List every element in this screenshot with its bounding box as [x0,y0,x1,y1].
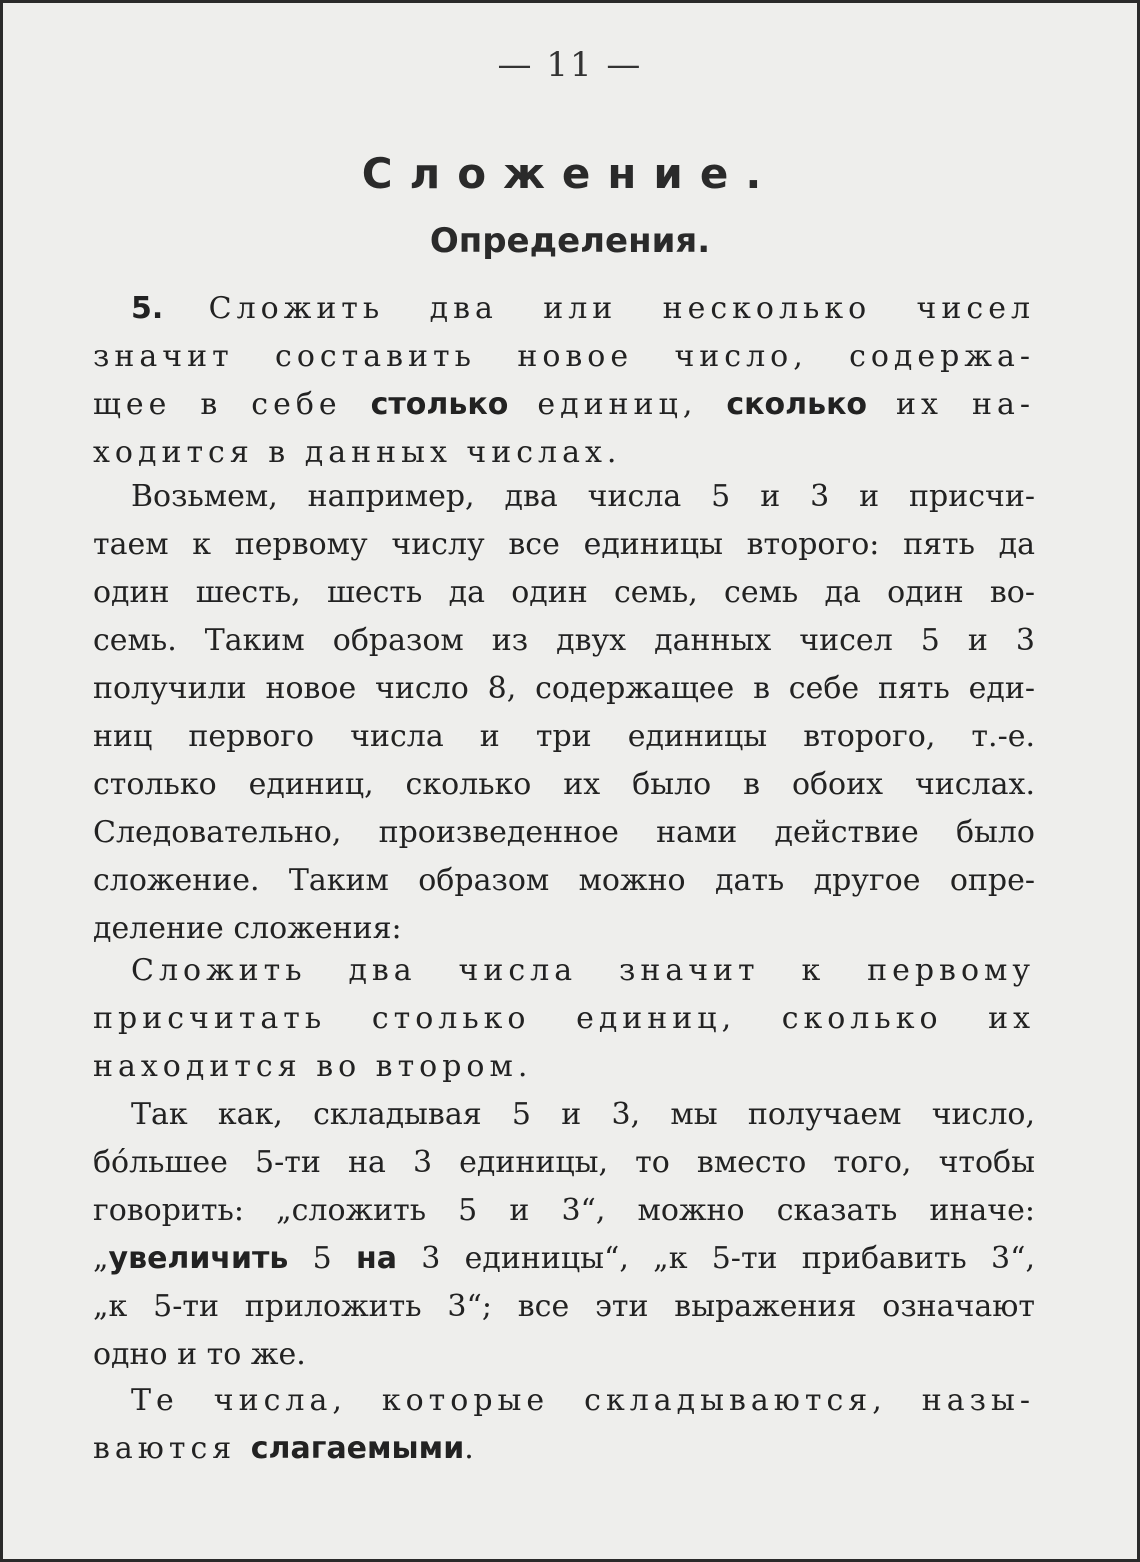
text-line [93,995,1035,1043]
text-line [93,1377,1035,1425]
bold-term: 5. [131,291,164,326]
text-line [93,381,1035,429]
text-line [93,1139,1035,1187]
text-run: присчитать столько единиц, сколько их [93,1001,1035,1036]
text-run: сложение. Таким образом можно дать другое опре- [93,863,1035,898]
bold-term: на [356,1241,398,1276]
section-title: Сложение. [361,149,779,198]
text-line [93,1425,1035,1473]
text-run: ходится в данных числах. [93,435,622,470]
text-run: получили новое число 8, содержащее в себе пять еди- [93,671,1035,706]
text-run: единиц, [508,387,727,422]
text-run: Следовательно, произведенное нами действие было [93,815,1035,850]
text-run: их на- [867,387,1035,422]
text-line [93,809,1035,857]
page-number: — 11 — [497,45,643,85]
text-run: деление сложения: [93,911,402,946]
paragraph-addends [93,1377,1035,1473]
text-line [93,857,1035,905]
text-run: Так как, складывая 5 и 3, мы получаем число, [131,1097,1035,1132]
text-line [93,473,1035,521]
text-line [93,665,1035,713]
text-run: столько единиц, сколько их было в обоих числах. [93,767,1035,802]
text-line [93,1091,1035,1139]
text-run: ниц первого числа и три единицы второго, т.-е. [93,719,1035,754]
text-run: „ [93,1241,109,1276]
text-run: . [464,1431,479,1466]
text-run: одно и то же. [93,1337,306,1372]
text-line [93,761,1035,809]
paragraph-definition-2 [93,947,1035,1091]
text-line [93,521,1035,569]
text-run: Сложить два числа значит к первому [131,953,1035,988]
text-run: ваются [93,1431,251,1466]
text-line [93,947,1035,995]
text-run: Возьмем, например, два числа 5 и 3 и присчи- [131,479,1035,514]
text-line [93,1235,1035,1283]
bold-term: столько [370,387,509,422]
text-line [93,1331,1035,1379]
text-run: говорить: „сложить 5 и 3“, можно сказать иначе: [93,1193,1035,1228]
text-line [93,617,1035,665]
bold-term: слагаемыми [250,1431,465,1466]
text-run: 3 единицы“, „к 5-ти прибавить 3“, [397,1241,1035,1276]
bold-term: увеличить [108,1241,289,1276]
text-line [93,1043,1035,1091]
text-run: один шесть, шесть да один семь, семь да один во- [93,575,1035,610]
text-run: 5 [288,1241,357,1276]
text-run: таем к первому числу все единицы второго: пять да [93,527,1035,562]
text-line [93,569,1035,617]
text-line [93,1187,1035,1235]
text-line [93,429,1035,477]
text-line [93,285,1035,333]
text-line [93,713,1035,761]
text-run: бо́льшее 5-ти на 3 единицы, то вместо того, чтобы [93,1145,1035,1180]
text-line [93,905,1035,953]
text-run: семь. Таким образом из двух данных чисел 5 и 3 [93,623,1035,658]
paragraph-definition-1 [93,285,1035,477]
text-line [93,1283,1035,1331]
section-subtitle: Определения. [429,221,711,261]
text-run: находится во втором. [93,1049,533,1084]
paragraph-terms [93,1091,1035,1379]
bold-term: сколько [726,387,868,422]
text-run: значит составить новое число, содержа- [93,339,1035,374]
paragraph-example [93,473,1035,953]
text-line [93,333,1035,381]
text-run: Сложить два или несколько чисел [163,291,1035,326]
text-run: щее в себе [93,387,371,422]
text-run: Те числа, которые складываются, назы- [131,1383,1035,1418]
text-run: „к 5-ти приложить 3“; все эти выражения означают [93,1289,1035,1324]
